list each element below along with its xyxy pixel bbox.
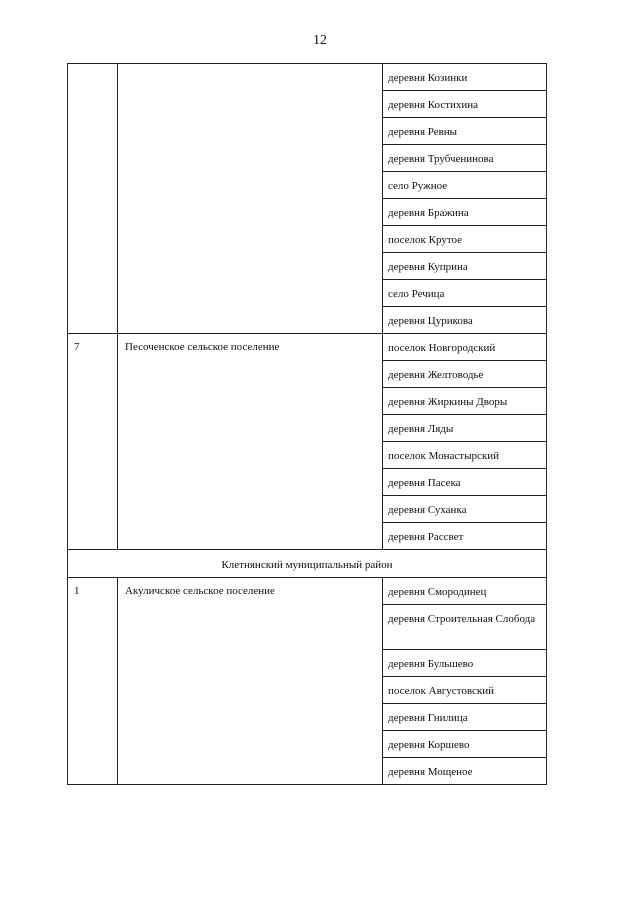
place-name: поселок Монастырский (383, 442, 547, 469)
place-name: поселок Крутое (383, 226, 547, 253)
place-name: деревня Костихина (383, 91, 547, 118)
district-title: Клетнянский муниципальный район (68, 550, 547, 578)
settlements-table (67, 63, 547, 785)
settlement-name: Песоченское сельское поселение (118, 334, 383, 550)
place-name: деревня Бульшево (383, 650, 547, 677)
place-name: деревня Коршево (383, 731, 547, 758)
place-name: деревня Ляды (383, 415, 547, 442)
row-number: 7 (68, 334, 118, 550)
place-name: деревня Бражина (383, 199, 547, 226)
table-row (68, 334, 547, 361)
place-name: деревня Гнилица (383, 704, 547, 731)
page-number: 12 (313, 33, 327, 48)
place-name: деревня Пасека (383, 469, 547, 496)
place-name: деревня Куприна (383, 253, 547, 280)
table-row (68, 64, 547, 91)
place-name: деревня Желтоводье (383, 361, 547, 388)
place-name: поселок Новгородский (383, 334, 547, 361)
place-name: деревня Суханка (383, 496, 547, 523)
district-header-row (68, 550, 547, 578)
row-number (68, 64, 118, 334)
settlement-name: Акуличское сельское поселение (118, 578, 383, 785)
place-name: деревня Смородинец (383, 578, 547, 605)
place-name: поселок Августовский (383, 677, 547, 704)
place-name: село Ружное (383, 172, 547, 199)
settlement-name (118, 64, 383, 334)
place-name: деревня Трубченинова (383, 145, 547, 172)
place-name: деревня Цурикова (383, 307, 547, 334)
row-number: 1 (68, 578, 118, 785)
place-name: село Речица (383, 280, 547, 307)
place-name: деревня Рассвет (383, 523, 547, 550)
table-row (68, 578, 547, 605)
place-name: деревня Мощеное (383, 758, 547, 785)
place-name: деревня Строительная Слобода (383, 605, 547, 650)
place-name: деревня Ревны (383, 118, 547, 145)
place-name: деревня Козинки (383, 64, 547, 91)
place-name: деревня Жиркины Дворы (383, 388, 547, 415)
